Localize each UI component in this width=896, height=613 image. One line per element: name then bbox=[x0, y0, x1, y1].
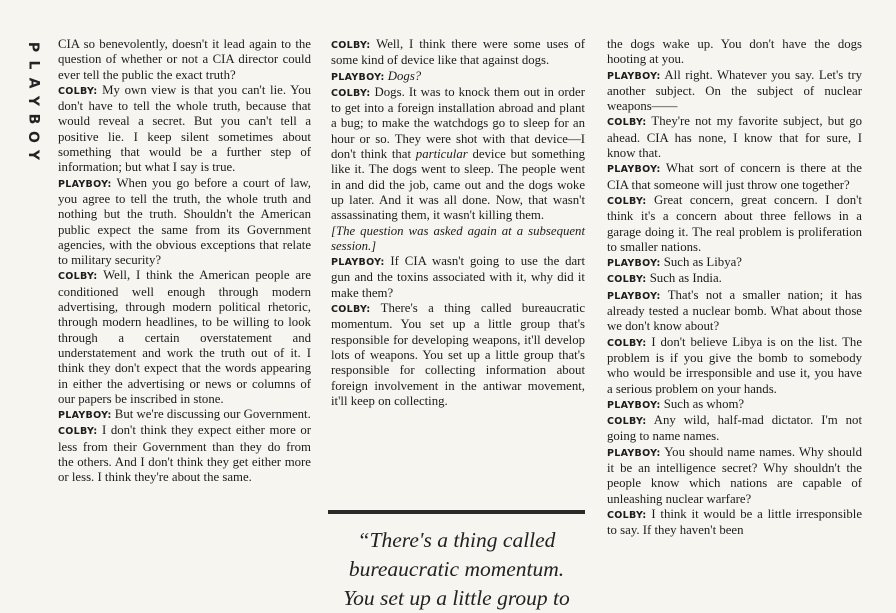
paragraph-text: Dogs. It was to knock them out in order to get into a foreign installation abroad and plant a bug; to make the watchdogs go to sleep for an hour or so. They were shot with that device—I don't think that bbox=[331, 84, 586, 162]
playboy-vertical-logo bbox=[26, 40, 40, 180]
speaker-label: PLAYBOY: bbox=[607, 447, 661, 459]
speaker-label: PLAYBOY: bbox=[331, 257, 385, 269]
text-column-2 bbox=[331, 37, 585, 409]
paragraph-text: I think it would be a little irresponsible to say. If they haven't been bbox=[607, 506, 863, 538]
paragraph bbox=[58, 268, 311, 407]
speaker-label: COLBY: bbox=[331, 40, 371, 51]
speaker-label: COLBY: bbox=[607, 117, 647, 129]
pullquote-line: “There's a thing called bbox=[357, 528, 556, 552]
paragraph-text: I don't think they expect either more or less from their Government than they do from the others. And I don't think they get either more or less. I think they're about the same. bbox=[58, 423, 311, 485]
speaker-label: COLBY: bbox=[58, 271, 98, 283]
paragraph bbox=[607, 271, 862, 287]
paragraph-text: Such as Libya? bbox=[663, 255, 742, 270]
paragraph bbox=[607, 335, 862, 397]
speaker-label: COLBY: bbox=[58, 426, 98, 438]
paragraph bbox=[607, 68, 862, 115]
paragraph-text: But we're discussing our Government. bbox=[114, 407, 311, 422]
paragraph-text: There's a thing called bureaucratic momentum. You set up a little group that's responsible for developing weapons, it'll develop lots of weapons. You set up a little group that's responsible for collecting information about foreign involvement in the antiwar movement, it'll keep on collecting. bbox=[331, 301, 585, 408]
paragraph bbox=[607, 255, 862, 271]
pullquote-line: You set up a little group to bbox=[343, 586, 570, 610]
speaker-label: COLBY: bbox=[607, 274, 647, 286]
paragraph bbox=[607, 507, 862, 539]
speaker-label: PLAYBOY: bbox=[607, 290, 661, 302]
speaker-label: PLAYBOY: bbox=[607, 164, 661, 176]
paragraph bbox=[58, 37, 311, 83]
paragraph bbox=[58, 407, 311, 423]
paragraph-text: the dogs wake up. You don't have the dogs hooting at you. bbox=[607, 37, 862, 67]
paragraph-text: Such as whom? bbox=[663, 396, 745, 411]
speaker-label: COLBY: bbox=[607, 416, 647, 428]
paragraph-text: Well, I think the American people are conditioned well enough through modern advertising, through modern political rhetoric, through modern headlines, to be willing to look through a certain overstatement and understatement and work the truth out of it. I think they don't expect that the words appearing in either the advertising or news or columns of our papers be inscribed in stone. bbox=[58, 268, 312, 406]
logo-letter: L bbox=[24, 60, 41, 70]
logo-letter: O bbox=[25, 131, 41, 143]
speaker-label: PLAYBOY: bbox=[58, 410, 112, 422]
logo-letter: B bbox=[24, 113, 41, 125]
paragraph bbox=[331, 301, 585, 409]
paragraph bbox=[331, 85, 585, 224]
speaker-label: COLBY: bbox=[331, 304, 371, 316]
paragraph-text: That's not a smaller nation; it has already tested a nuclear bomb. What about those we don't know about? bbox=[607, 287, 863, 334]
paragraph-text: If CIA wasn't going to use the dart gun and the toxins associated with it, why did it make them? bbox=[331, 254, 585, 300]
speaker-label: PLAYBOY: bbox=[58, 178, 112, 190]
paragraph bbox=[607, 288, 862, 335]
speaker-label: PLAYBOY: bbox=[607, 399, 661, 411]
editorial-note: [The question was asked again at a subsequent session.] bbox=[331, 223, 585, 253]
speaker-label: COLBY: bbox=[607, 337, 647, 349]
logo-letter: Y bbox=[24, 95, 41, 107]
paragraph bbox=[607, 114, 862, 161]
paragraph bbox=[607, 445, 862, 507]
paragraph bbox=[331, 37, 585, 69]
speaker-label: PLAYBOY: bbox=[607, 258, 661, 270]
text-column-1 bbox=[58, 37, 311, 486]
paragraph bbox=[607, 193, 862, 255]
paragraph-text: All right. Whatever you say. Let's try another subject. On the subject of nuclear weapons—— bbox=[607, 67, 862, 114]
paragraph-text: Such as India. bbox=[649, 271, 722, 286]
paragraph-text: Any wild, half-mad dictator. I'm not going to name names. bbox=[607, 413, 863, 444]
speaker-label: COLBY: bbox=[331, 87, 371, 99]
paragraph-text: Well, I think there were some uses of some kind of device like that against dogs. bbox=[331, 37, 586, 68]
logo-letter: P bbox=[24, 41, 41, 53]
paragraph-text: My own view is that you can't lie. You don't have to tell the whole truth, because that would reveal a secret. But you can't tell a positive lie. I keep silent sometimes about something that would be a further step of information; but what I say is true. bbox=[58, 82, 311, 175]
paragraph-italic-text: Dogs? bbox=[387, 68, 422, 83]
speaker-label: COLBY: bbox=[607, 509, 647, 521]
paragraph bbox=[331, 69, 585, 85]
logo-letter: Y bbox=[24, 149, 41, 161]
logo-letter: A bbox=[25, 77, 41, 89]
paragraph bbox=[58, 423, 311, 485]
paragraph-text: They're not my favorite subject, but go ahead. CIA has none, I know that for sure, I know that. bbox=[607, 114, 863, 161]
paragraph-text: Great concern, great concern. I don't think it's a concern about three fellows in a garage doing it. The real problem is proliferation to smaller nations. bbox=[607, 192, 862, 254]
paragraph-text: device but something like it. The dogs went to sleep. The people went in and did the job, came out and the dogs woke up later. And it was all done. Now, that wasn't assassinating them, it wasn't killing them. bbox=[331, 147, 585, 223]
paragraph-text: You should name names. Why should it be an intelligence secret? Why shouldn't the people know which nations are capable of unleashing nuclear warfare? bbox=[607, 444, 862, 506]
paragraph bbox=[58, 83, 311, 176]
paragraph-text: When you go before a court of law, you agree to tell the truth, the whole truth and nothing but the truth. Shouldn't the American public expect the same from its Government agencies, with the obvious exceptions that relate to military security? bbox=[58, 175, 311, 268]
paragraph bbox=[607, 413, 862, 445]
speaker-label: COLBY: bbox=[607, 195, 647, 207]
paragraph-text: What sort of concern is there at the CIA that someone will just throw one together? bbox=[607, 161, 862, 192]
paragraph bbox=[607, 397, 862, 413]
paragraph bbox=[331, 254, 585, 301]
paragraph-text: CIA so benevolently, doesn't it lead again to the question of whether or not a CIA director could ever tell the public the exact truth? bbox=[58, 37, 311, 82]
paragraph bbox=[607, 161, 862, 193]
pullquote-line: bureaucratic momentum. bbox=[348, 557, 565, 581]
paragraph bbox=[58, 176, 311, 269]
pullquote bbox=[328, 526, 585, 613]
paragraph bbox=[607, 37, 862, 68]
speaker-label: PLAYBOY: bbox=[607, 70, 661, 82]
speaker-label: PLAYBOY: bbox=[331, 71, 385, 83]
pullquote-rule bbox=[328, 510, 585, 514]
speaker-label: COLBY: bbox=[58, 85, 98, 97]
paragraph-text: I don't believe Libya is on the list. The problem is if you give the bomb to somebody who would be irresponsible and use it, you have a serious problem on your hands. bbox=[607, 334, 863, 396]
emphasis-text: particular bbox=[415, 147, 468, 162]
text-column-3 bbox=[607, 37, 862, 539]
